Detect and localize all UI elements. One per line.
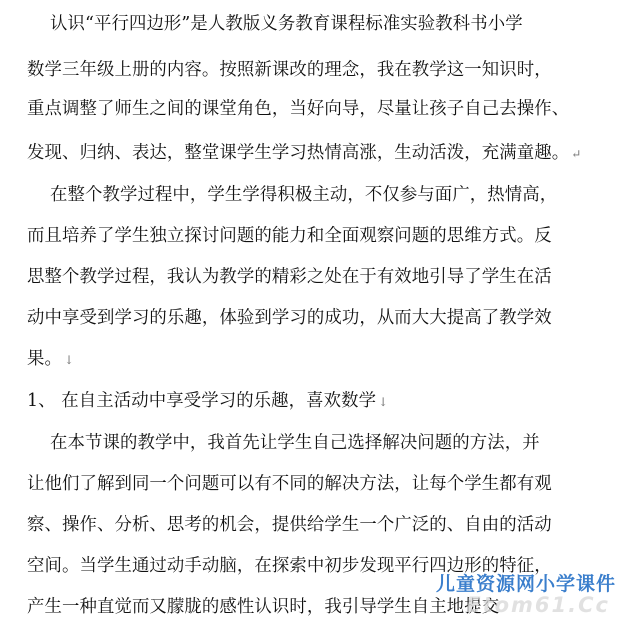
text-line-4-content: 发现、归纳、表达，整堂课学生学习热情高涨，生动活泼，充满童趣。	[27, 143, 570, 163]
text-line-14: 空间。当学生通过动手动脑，在探索中初步发现平行四边形的特征，	[27, 556, 552, 576]
text-line-12: 让他们了解到同一个问题可以有不同的解决方法，让每个学生都有观	[27, 474, 552, 494]
watermark-title: 儿童资源网小学课件	[435, 573, 616, 595]
text-line-5: 在整个教学过程中，学生学得积极主动，不仅参与面广，热情高，	[50, 185, 558, 205]
text-line-3: 重点调整了师生之间的课堂角色，当好向导，尽量让孩子自己去操作、	[27, 99, 570, 119]
text-line-8: 动中享受到学习的乐趣，体验到学习的成功，从而大大提高了教学效	[27, 308, 552, 328]
text-line-4	[27, 138, 601, 168]
text-line-15: 产生一种直觉而又朦胧的感性认识时，我引导学生自主地提交	[27, 597, 500, 617]
text-line-2: 数学三年级上册的内容。按照新课改的理念，我在教学这一知识时，	[27, 60, 552, 80]
text-line-13: 察、操作、分析、思考的机会，提供给学生一个广泛的、自由的活动	[27, 515, 552, 535]
line-break-mark-icon: ↓	[378, 395, 389, 409]
paragraph-mark-icon: ↵	[571, 147, 582, 161]
text-line-9	[27, 344, 601, 374]
section-heading	[27, 386, 601, 416]
watermark-url: Etom61.Cc	[466, 593, 610, 617]
text-line-11: 在本节课的教学中，我首先让学生自己选择解决问题的方法，并	[50, 433, 540, 453]
text-line-9-content: 果。	[27, 349, 62, 369]
text-line-1: 认识“平行四边形”是人教版义务教育课程标准实验教科书小学	[50, 14, 523, 34]
line-break-mark-icon: ↓	[63, 353, 75, 367]
text-line-7: 思整个教学过程，我认为教学的精彩之处在于有效地引导了学生在活	[27, 267, 552, 287]
section-heading-text: 1、 在自主活动中享受学习的乐趣，喜欢数学	[27, 391, 377, 411]
text-line-6: 而且培养了学生独立探讨问题的能力和全面观察问题的思维方式。反	[27, 226, 552, 246]
